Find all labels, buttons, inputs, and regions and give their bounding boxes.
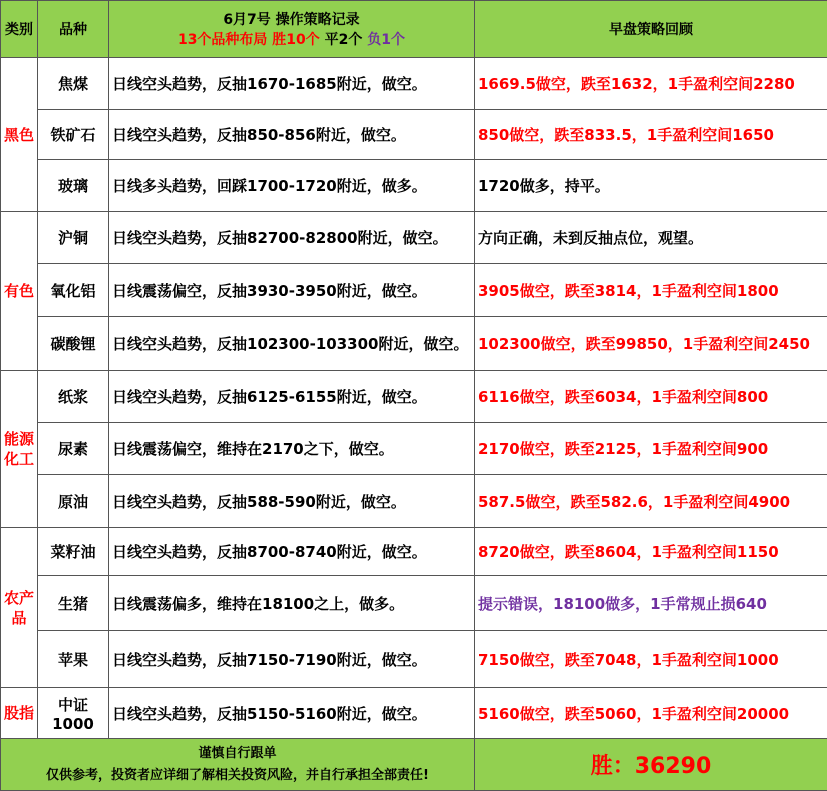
variety-cell: 纸浆 — [38, 371, 109, 423]
table-row — [1, 110, 827, 160]
header-title: 6月7号 操作策略记录 — [223, 12, 360, 28]
strategy-cell: 日线空头趋势，反抽6125-6155附近，做空。 — [109, 371, 475, 423]
variety-cell: 苹果 — [38, 631, 109, 688]
strategy-cell: 日线震荡偏空，维持在2170之下，做空。 — [109, 423, 475, 475]
summary-draws: 平2个 — [319, 32, 368, 48]
category-cell: 有色 — [1, 212, 38, 371]
table-body — [1, 1, 827, 791]
review-cell: 1720做多，持平。 — [475, 160, 827, 212]
variety-cell: 氧化铝 — [38, 264, 109, 317]
disclaimer-cell — [1, 739, 475, 791]
disclaimer-title: 谨慎自行跟单 — [198, 745, 277, 761]
summary-losses: 负1个 — [367, 32, 406, 48]
variety-cell: 玻璃 — [38, 160, 109, 212]
variety-cell: 尿素 — [38, 423, 109, 475]
table-row — [1, 475, 827, 528]
review-cell: 1669.5做空，跌至1632，1手盈利空间2280 — [475, 58, 827, 110]
variety-cell: 沪铜 — [38, 212, 109, 264]
review-cell: 102300做空，跌至99850，1手盈利空间2450 — [475, 317, 827, 371]
review-cell: 5160做空，跌至5060，1手盈利空间20000 — [475, 688, 827, 739]
strategy-cell: 日线空头趋势，反抽82700-82800附近，做空。 — [109, 212, 475, 264]
table-row — [1, 58, 827, 110]
review-cell: 6116做空，跌至6034，1手盈利空间800 — [475, 371, 827, 423]
strategy-cell: 日线空头趋势，反抽102300-103300附近，做空。 — [109, 317, 475, 371]
strategy-cell: 日线多头趋势，回踩1700-1720附近，做多。 — [109, 160, 475, 212]
category-cell: 黑色 — [1, 58, 38, 212]
table-row — [1, 317, 827, 371]
strategy-cell: 日线空头趋势，反抽588-590附近，做空。 — [109, 475, 475, 528]
review-cell: 587.5做空，跌至582.6，1手盈利空间4900 — [475, 475, 827, 528]
table-row — [1, 631, 827, 688]
strategy-cell: 日线空头趋势，反抽5150-5160附近，做空。 — [109, 688, 475, 739]
table-row — [1, 576, 827, 631]
strategy-cell: 日线空头趋势，反抽7150-7190附近，做空。 — [109, 631, 475, 688]
category-cell: 股指 — [1, 688, 38, 739]
header-row — [1, 1, 827, 58]
table-row — [1, 423, 827, 475]
strategy-cell: 日线空头趋势，反抽1670-1685附近，做空。 — [109, 58, 475, 110]
review-cell: 850做空，跌至833.5，1手盈利空间1650 — [475, 110, 827, 160]
review-cell: 提示错误，18100做多，1手常规止损640 — [475, 576, 827, 631]
table-row — [1, 264, 827, 317]
table-row — [1, 528, 827, 576]
strategy-cell: 日线空头趋势，反抽850-856附近，做空。 — [109, 110, 475, 160]
category-cell: 农产 品 — [1, 528, 38, 688]
category-cell: 能源 化工 — [1, 371, 38, 528]
variety-cell: 中证1000 — [38, 688, 109, 739]
review-cell: 7150做空，跌至7048，1手盈利空间1000 — [475, 631, 827, 688]
review-cell: 方向正确，未到反抽点位，观望。 — [475, 212, 827, 264]
variety-cell: 碳酸锂 — [38, 317, 109, 371]
total-profit: 胜：36290 — [475, 739, 827, 791]
summary-wins: 13个品种布局 胜10个 — [177, 32, 320, 48]
variety-cell: 焦煤 — [38, 58, 109, 110]
variety-cell: 生猪 — [38, 576, 109, 631]
header-category: 类别 — [1, 1, 38, 58]
review-cell: 8720做空，跌至8604，1手盈利空间1150 — [475, 528, 827, 576]
header-review: 早盘策略回顾 — [475, 1, 827, 58]
review-cell: 3905做空，跌至3814，1手盈利空间1800 — [475, 264, 827, 317]
strategy-cell: 日线震荡偏多，维持在18100之上，做多。 — [109, 576, 475, 631]
strategy-cell: 日线震荡偏空，反抽3930-3950附近，做空。 — [109, 264, 475, 317]
review-cell: 2170做空，跌至2125，1手盈利空间900 — [475, 423, 827, 475]
variety-cell: 原油 — [38, 475, 109, 528]
table-row — [1, 371, 827, 423]
footer-row — [1, 739, 827, 791]
header-variety: 品种 — [38, 1, 109, 58]
variety-cell: 菜籽油 — [38, 528, 109, 576]
header-title-cell — [109, 1, 475, 58]
disclaimer-text: 仅供参考，投资者应详细了解相关投资风险，并自行承担全部责任! — [46, 767, 429, 783]
variety-cell: 铁矿石 — [38, 110, 109, 160]
strategy-cell: 日线空头趋势，反抽8700-8740附近，做空。 — [109, 528, 475, 576]
header-summary — [109, 29, 474, 49]
table-row — [1, 160, 827, 212]
table-row — [1, 688, 827, 739]
table-row — [1, 212, 827, 264]
